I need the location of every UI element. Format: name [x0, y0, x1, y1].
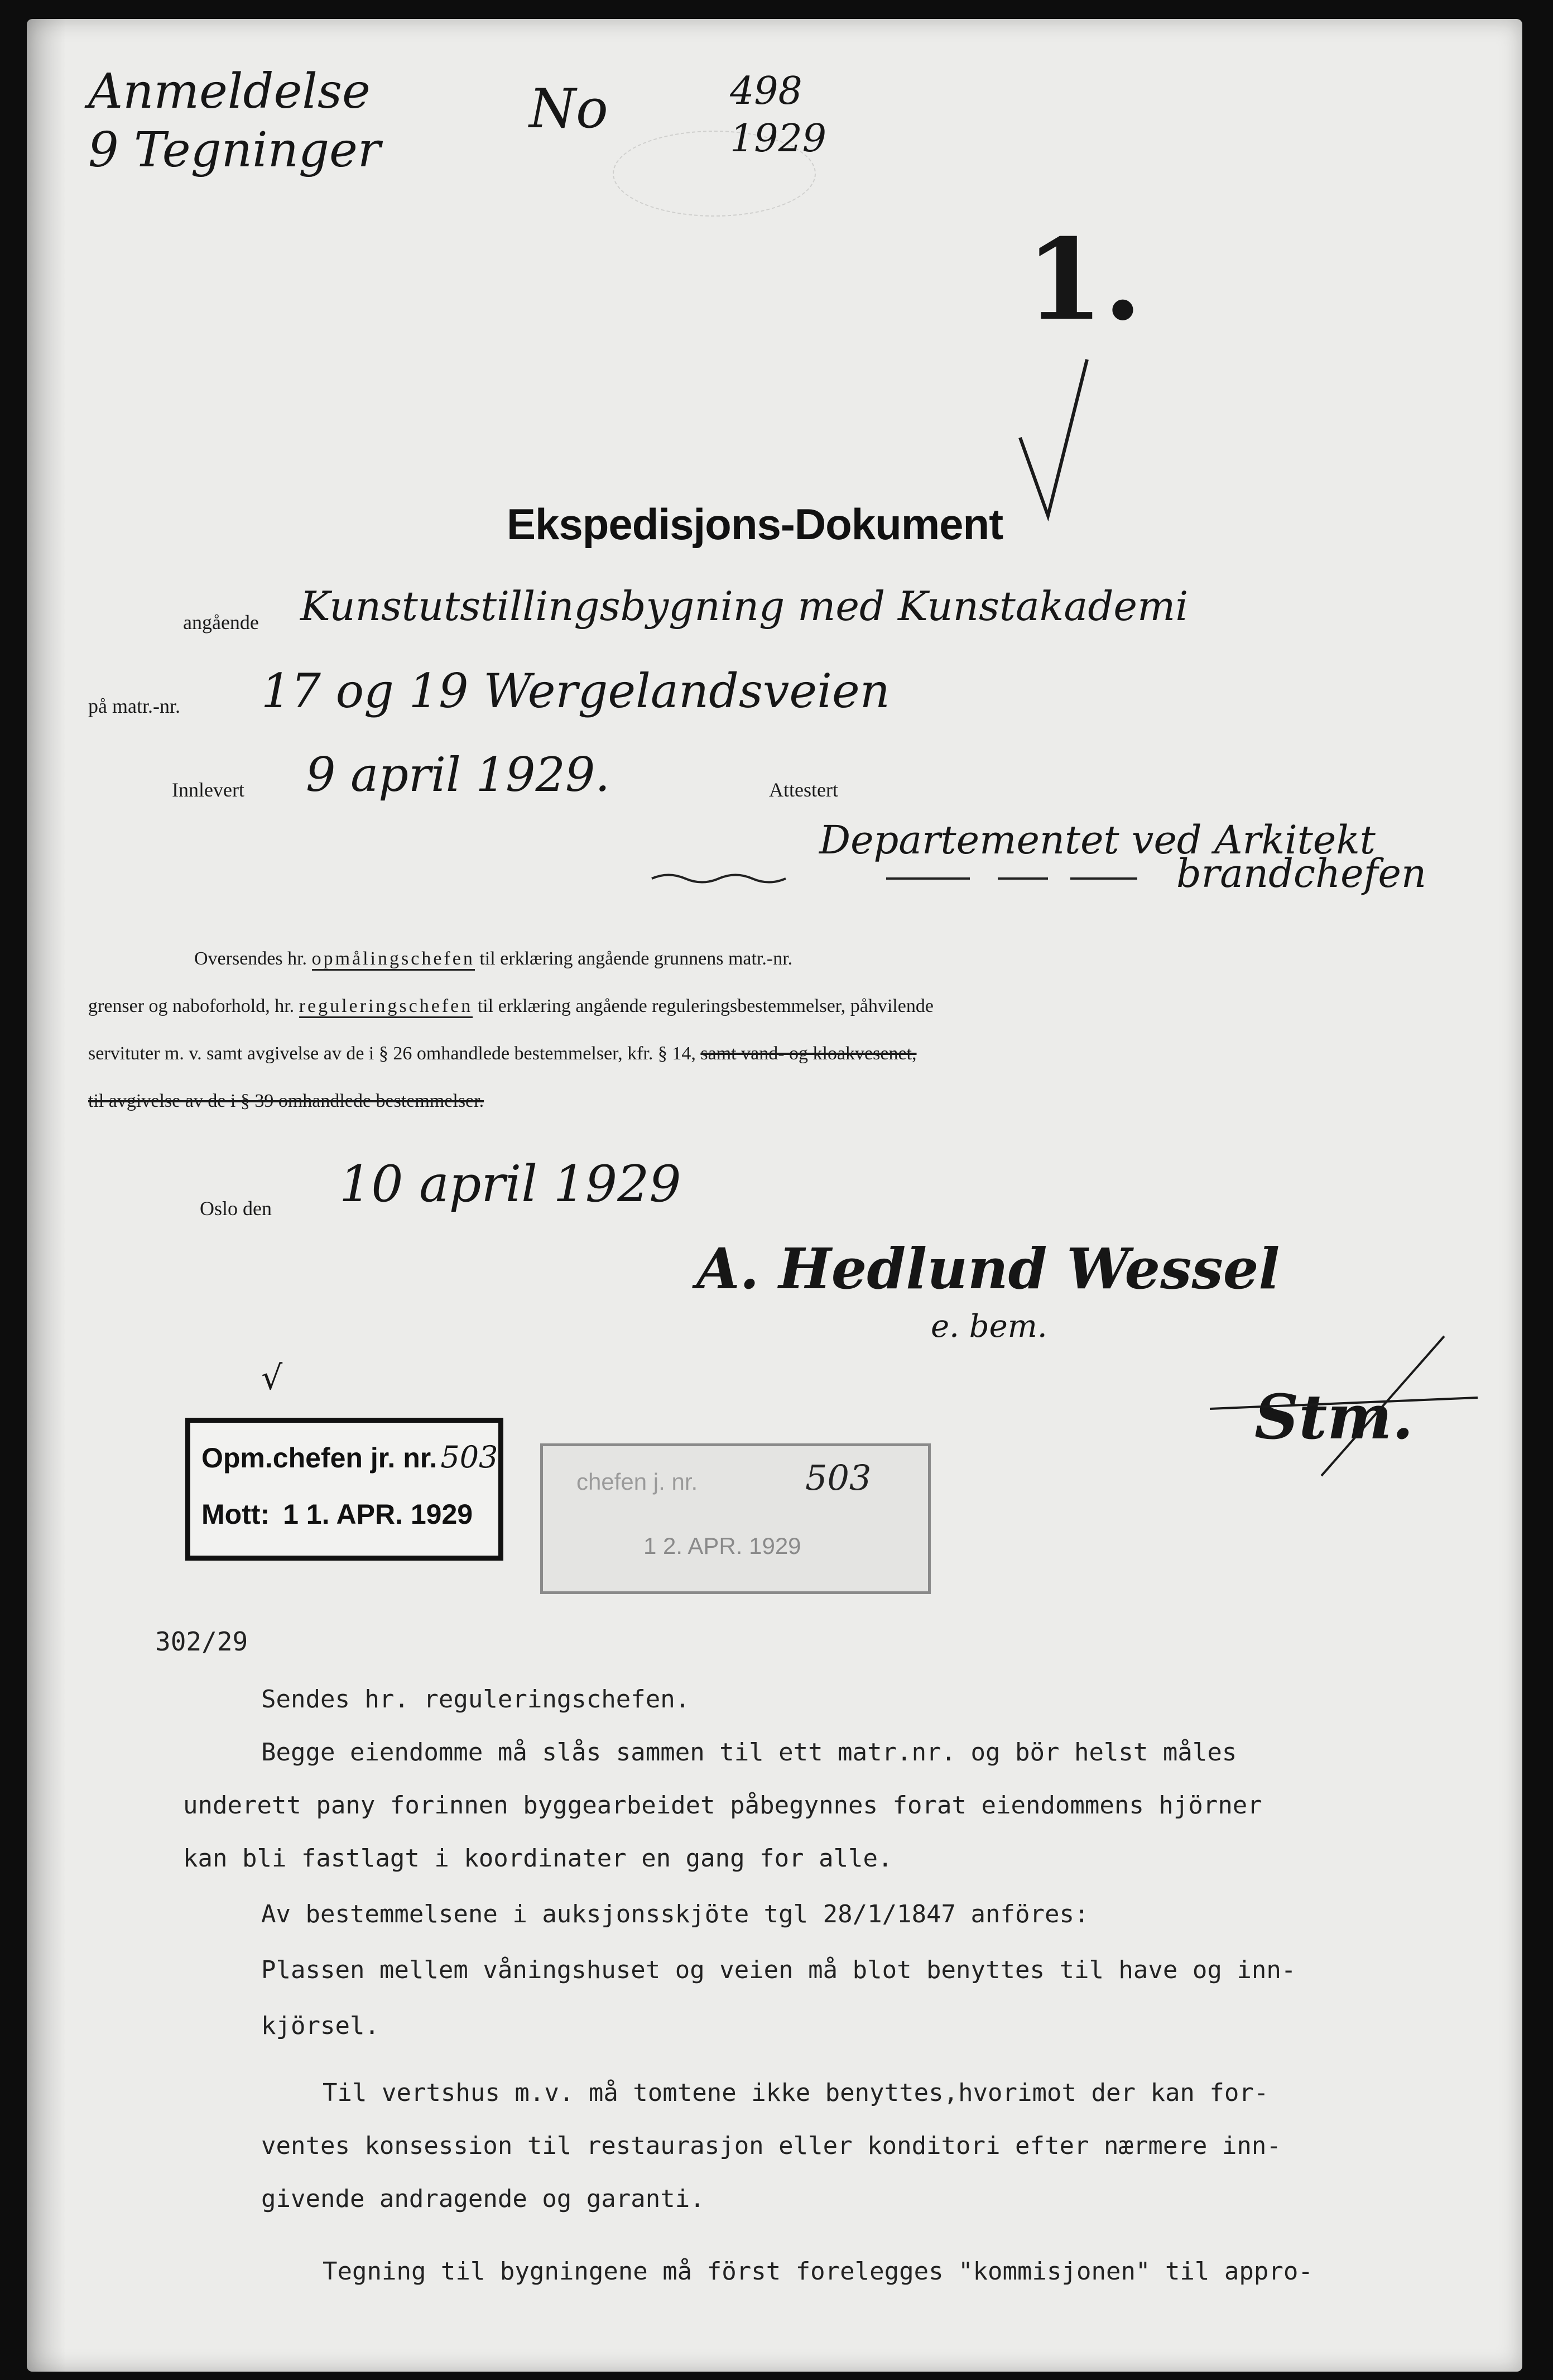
value-innlevert: 9 april 1929.: [306, 747, 610, 802]
value-matr-nr: 17 og 19 Wergelandsveien: [261, 664, 890, 718]
stamp-left-line-1: [201, 1439, 498, 1475]
paragraph-line-3: [88, 1043, 917, 1064]
paragraph-line-3-struck: samt vand- og kloakvesenet,: [700, 1043, 917, 1064]
stamp-faint: [540, 1443, 931, 1594]
number-bottom: 1929: [730, 117, 827, 161]
document-title: Ekspedisjons-Dokument: [507, 500, 1003, 549]
signature-sub: e. bem.: [931, 1308, 1047, 1345]
page-edge-shadow: [27, 19, 66, 2372]
typed-reference: 302/29: [155, 1626, 248, 1657]
number-prefix: No: [529, 78, 608, 140]
typed-line-2: Begge eiendomme må slås sammen til ett matr.nr. og bör helst måles: [261, 1738, 1237, 1767]
paragraph-line-2-c: til erklæring angående reguleringsbestemmelser, påhvilende: [477, 996, 934, 1016]
value-oslo-date: 10 april 1929: [339, 1155, 681, 1213]
margin-note-anmeldelse: Anmeldelse: [88, 64, 371, 119]
value-angaende: Kunstutstillingsbygning med Kunstakademi: [300, 583, 1189, 630]
label-attestert: Attestert: [769, 779, 838, 801]
typed-line-7: kjörsel.: [261, 2012, 379, 2040]
stamp-right-line-2: 1 2. APR. 1929: [643, 1533, 801, 1559]
typed-line-8: Til vertshus m.v. må tomtene ikke benyttes,hvorimot der kan for-: [323, 2079, 1269, 2107]
label-angaende: angående: [183, 611, 259, 634]
paragraph-line-2-a: grenser og naboforhold, hr.: [88, 996, 295, 1016]
typed-line-1: Sendes hr. reguleringschefen.: [261, 1685, 690, 1714]
document-page: [27, 19, 1522, 2372]
paragraph-line-1-a: Oversendes hr.: [194, 948, 307, 969]
signature-right-flourish: [1199, 1331, 1489, 1498]
typed-line-9: ventes konsession til restaurasjon eller konditori efter nærmere inn-: [261, 2132, 1281, 2160]
attestert-line-2: brandchefen: [1176, 851, 1427, 896]
check-mark-large-icon: [1015, 354, 1093, 521]
stamp-left-label-1: Opm.chefen jr. nr.: [201, 1442, 437, 1474]
typed-line-5: Av bestemmelsene i auksjonsskjöte tgl 28/1/1847 anföres:: [261, 1900, 1089, 1928]
typed-line-6: Plassen mellem våningshuset og veien må blot benyttes til have og inn-: [261, 1956, 1296, 1984]
stamp-opm-chefen: [185, 1418, 503, 1561]
attestert-dash-line: [646, 870, 1148, 887]
stamp-left-label-2: Mott:: [201, 1499, 270, 1530]
check-mark-small: √: [261, 1359, 283, 1398]
attestert-line-1: Departementet ved Arkitekt: [819, 817, 1376, 863]
paragraph-opmalingschefen: opmålingschefen: [312, 948, 475, 971]
paragraph-line-1-c: til erklæring angående grunnens matr.-nr.: [479, 948, 793, 969]
stamp-left-line-2: [201, 1498, 473, 1530]
margin-note-tegninger: 9 Tegninger: [88, 122, 381, 178]
stamp-left-value-2: 1 1. APR. 1929: [283, 1499, 473, 1530]
stamp-right-label-1: chefen j. nr.: [576, 1469, 698, 1495]
paragraph-line-4-struck: til avgivelse av de i § 39 omhandlede bestemmelser.: [88, 1091, 484, 1111]
faint-oval-stamp: [613, 131, 816, 217]
typed-line-3: underett pany forinnen byggearbeidet påbegynnes forat eiendommens hjörner: [183, 1791, 1262, 1820]
number-top: 498: [730, 69, 802, 113]
signature-main: A. Hedlund Wessel: [696, 1236, 1280, 1302]
paragraph-line-1: [194, 948, 792, 970]
paragraph-line-2: [88, 996, 934, 1017]
big-mark: 1.: [1026, 214, 1142, 346]
stamp-right-value-1: 503: [805, 1457, 872, 1498]
paragraph-line-3-a: servituter m. v. samt avgivelse av de i § 26 omhandlede bestemmelser, kfr. § 14,: [88, 1043, 696, 1064]
typed-line-4: kan bli fastlagt i koordinater en gang for alle.: [183, 1844, 893, 1873]
label-oslo-den: Oslo den: [200, 1197, 272, 1220]
signature-right: Stm.: [1254, 1381, 1413, 1453]
typed-line-11: Tegning til bygningene må först forelegges "kommisjonen" til appro-: [323, 2257, 1313, 2286]
stamp-left-value-1: 503: [440, 1439, 498, 1475]
label-matr-nr: på matr.-nr.: [88, 695, 180, 717]
typed-line-10: givende andragende og garanti.: [261, 2185, 705, 2213]
label-innlevert: Innlevert: [172, 779, 244, 801]
stamp-right-line-1: [576, 1469, 698, 1495]
paragraph-reguleringschefen: reguleringschefen: [299, 996, 473, 1018]
